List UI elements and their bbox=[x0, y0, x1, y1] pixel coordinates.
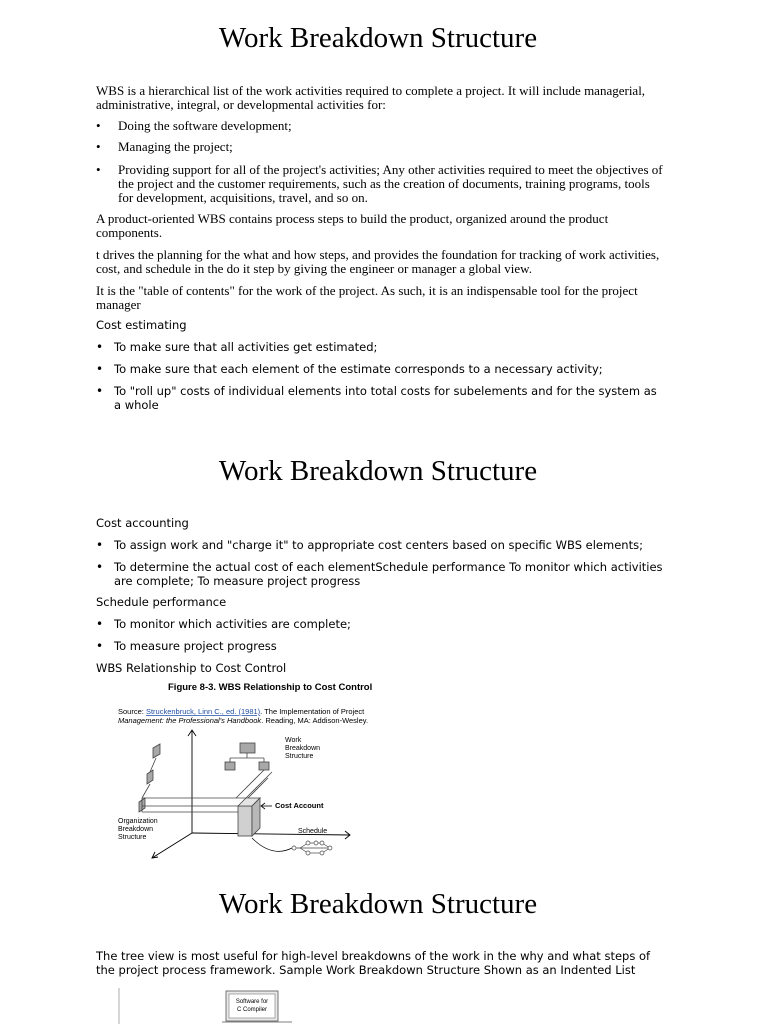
slide-1-title: Work Breakdown Structure bbox=[218, 22, 538, 54]
box-label-line2: C Compiler bbox=[236, 1007, 268, 1013]
schedule-performance-heading: Schedule performance bbox=[96, 595, 227, 609]
bullet-icon: • bbox=[96, 139, 101, 154]
label-structure: Structure bbox=[285, 753, 314, 760]
label-breakdown: Breakdown bbox=[285, 745, 321, 752]
product-oriented-paragraph: A product-oriented WBS contains process steps to build the product, organized around the product components. bbox=[96, 211, 609, 240]
drives-planning-paragraph: t drives the planning for the what and how steps, and provides the foundation for tracking of work activities, cost, and schedule in the do it step by giving the engineer or manager a global view. bbox=[96, 247, 660, 276]
bullet-icon: • bbox=[96, 340, 104, 354]
slide-2-title: Work Breakdown Structure bbox=[218, 455, 538, 487]
slide-3-title: Work Breakdown Structure bbox=[218, 888, 538, 920]
bullet-icon: • bbox=[96, 617, 104, 631]
cost-bar-horizontal bbox=[142, 798, 246, 812]
bullet-icon: • bbox=[96, 538, 104, 552]
label-schedule: Schedule bbox=[298, 828, 328, 835]
list-item: • Providing support for all of the project's activities; Any other activities required to meet the objectives of the project and the customer requirements, such as the creation of documents, training programs, tools for development, acquisitions, travel, and so on. bbox=[96, 162, 663, 205]
bullet-icon: • bbox=[96, 560, 104, 574]
schedule-network-icon bbox=[292, 841, 332, 855]
wbs-relationship-heading: WBS Relationship to Cost Control bbox=[96, 661, 287, 675]
list-item: • To make sure that all activities get estimated; bbox=[96, 340, 378, 354]
list-item: • To measure project progress bbox=[96, 639, 277, 653]
cost-bar-diagonal bbox=[236, 770, 272, 800]
indented-list-figure bbox=[112, 986, 332, 1024]
list-item: • To monitor which activities are complete; bbox=[96, 617, 351, 631]
cost-account-column bbox=[238, 798, 260, 836]
figure-caption: Figure 8-3. WBS Relationship to Cost Control bbox=[168, 682, 373, 693]
wbs-intro-paragraph: WBS is a hierarchical list of the work activities required to complete a project. It will include managerial, administrative, integral, or developmental activities for: bbox=[96, 83, 646, 112]
label-obs-structure: Structure bbox=[118, 834, 147, 841]
label-obs-breakdown: Breakdown bbox=[118, 826, 154, 833]
wbs-cost-control-figure bbox=[112, 678, 452, 862]
tree-view-paragraph: The tree view is most useful for high-level breakdowns of the work in the why and what steps of the project process framework. Sample Work Breakdown Structure Shown as an Indented List bbox=[96, 949, 651, 977]
figure-source-line1: Source: Struckenbruck, Linn C., ed. (1981). The Implementation of Project bbox=[118, 707, 365, 716]
label-work: Work bbox=[285, 737, 302, 744]
list-item: • To assign work and "charge it" to appropriate cost centers based on specific WBS elements; bbox=[96, 538, 643, 552]
bullet-icon: • bbox=[96, 118, 101, 133]
wbs-tree-shape bbox=[225, 743, 269, 770]
bullet-icon: • bbox=[96, 384, 104, 398]
box-label-line1: Software for bbox=[235, 999, 269, 1005]
label-organization: Organization bbox=[118, 818, 158, 825]
bullet-icon: • bbox=[96, 162, 101, 177]
list-item: • To determine the actual cost of each elementSchedule performance To monitor which activities are complete; To measure project progress bbox=[96, 560, 663, 588]
list-item: • To make sure that each element of the estimate corresponds to a necessary activity; bbox=[96, 362, 603, 376]
table-of-contents-paragraph: It is the "table of contents" for the work of the project. As such, it is an indispensable tool for the project manager bbox=[96, 283, 638, 312]
label-cost-account: Cost Account bbox=[275, 801, 324, 810]
cost-accounting-heading: Cost accounting bbox=[96, 516, 189, 530]
cost-estimating-heading: Cost estimating bbox=[96, 318, 187, 332]
bullet-icon: • bbox=[96, 362, 104, 376]
list-item: • To "roll up" costs of individual elements into total costs for subelements and for the system as a whole bbox=[96, 384, 657, 412]
bullet-icon: • bbox=[96, 639, 104, 653]
figure-source-line2: Management: the Professional's Handbook. Reading, MA: Addison-Wesley. bbox=[118, 716, 369, 725]
list-item: • Managing the project; bbox=[96, 139, 233, 154]
source-link[interactable]: Struckenbruck, Linn C., ed. (1981) bbox=[145, 707, 261, 716]
list-item: • Doing the software development; bbox=[96, 118, 292, 133]
schedule-arrow bbox=[252, 838, 292, 851]
